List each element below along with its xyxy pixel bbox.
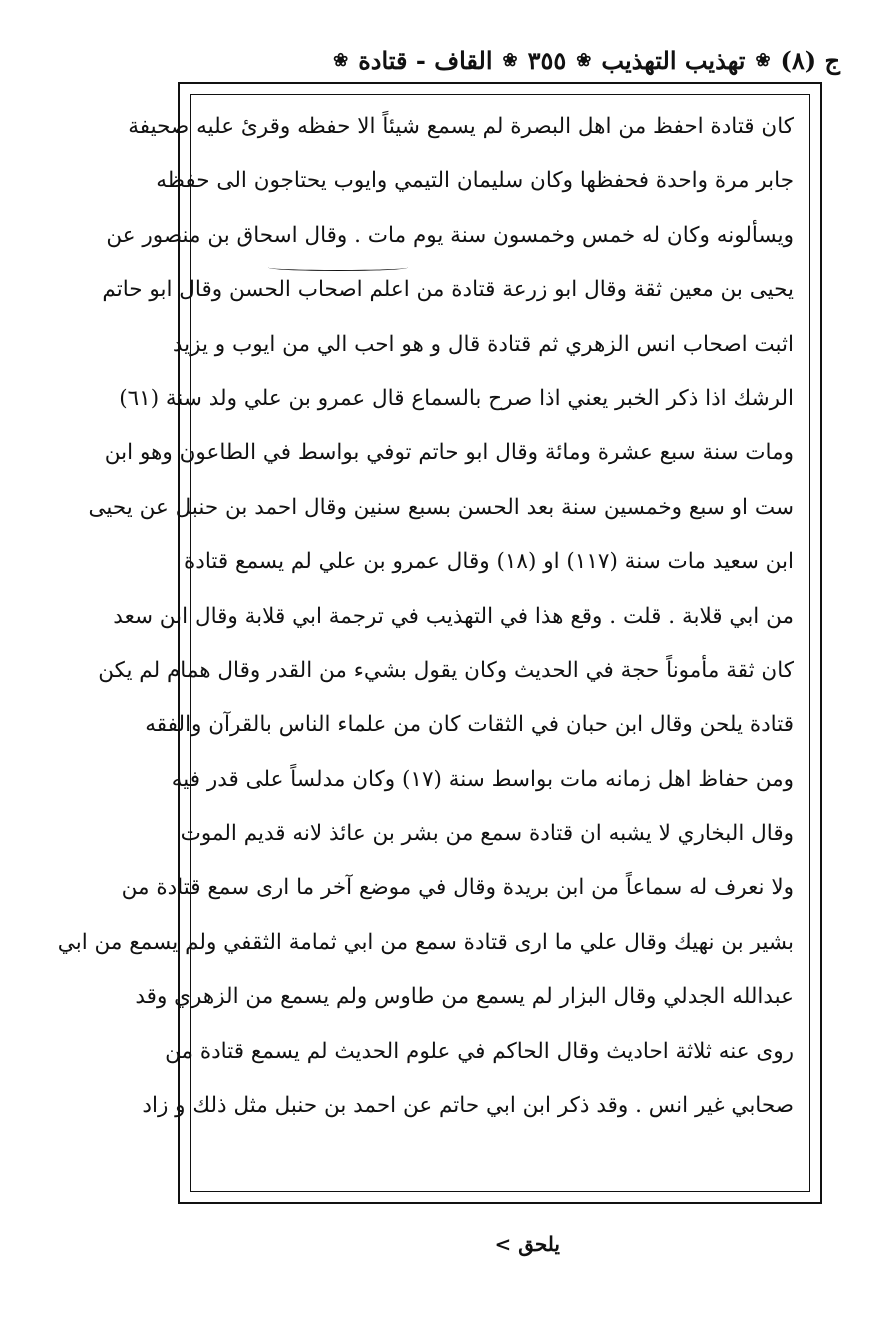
catchword-footer: يلحق >	[494, 1232, 560, 1256]
text-line: يحيى بن معين ثقة وقال ابو زرعة قتادة من اعلم اصحاب الحسن وقال ابو حاتم	[102, 277, 794, 303]
body-text	[57, 100, 794, 1190]
page-number: ٣٥٥	[527, 45, 567, 75]
text-line: اثبت اصحاب انس الزهري ثم قتادة قال و هو احب الي من ايوب و يزيد	[172, 331, 794, 357]
text-line: روى عنه ثلاثة احاديث وقال الحاكم في علوم الحديث لم يسمع قتادة من	[165, 1038, 794, 1064]
ornament-icon: ❀	[502, 49, 518, 71]
text-line: ولا نعرف له سماعاً من ابن بريدة وقال في موضع آخر ما ارى سمع قتادة من	[121, 875, 794, 901]
text-line: الرشك اذا ذكر الخبر يعني اذا صرح بالسماع قال عمرو بن علي ولد سنة (٦١)	[119, 385, 794, 411]
text-line: ويسألونه وكان له خمس وخمسون سنة يوم مات . وقال اسحاق بن منصور عن	[106, 222, 794, 248]
text-line: كان قتادة احفظ من اهل البصرة لم يسمع شيئاً الا حفظه وقرئ عليه صحيفة	[128, 114, 794, 139]
text-line: وقال البخاري لا يشبه ان قتادة سمع من بشر بن عائذ لانه قديم الموت	[180, 821, 794, 847]
text-line: ومن حفاظ اهل زمانه مات بواسط سنة (١٧) وكان مدلساً على قدر فيه	[171, 766, 794, 792]
text-line: قتادة يلحن وقال ابن حبان في الثقات كان من علماء الناس بالقرآن والفقه	[145, 712, 794, 738]
book-title: تهذيب التهذيب	[601, 45, 746, 75]
text-line: صحابي غير انس . وقد ذكر ابن ابي حاتم عن احمد بن حنبل مثل ذلك و زاد	[142, 1093, 794, 1119]
ornament-icon: ❀	[755, 49, 771, 71]
volume-label: ج (٨)	[780, 45, 840, 75]
running-header	[150, 36, 840, 84]
text-line: ست او سبع وخمسين سنة بعد الحسن بسبع سنين وقال احمد بن حنبل عن يحيى	[88, 494, 794, 520]
text-line: من ابي قلابة . قلت . وقع هذا في التهذيب في ترجمة ابي قلابة وقال ابن سعد	[113, 603, 794, 629]
text-line: عبدالله الجدلي وقال البزار لم يسمع من طاوس ولم يسمع من الزهري وقد	[135, 984, 794, 1010]
text-line: كان ثقة مأموناً حجة في الحديث وكان يقول بشيء من القدر وقال همام لم يكن	[98, 657, 794, 683]
ornament-icon: ❀	[576, 49, 592, 71]
text-line: جابر مرة واحدة فحفظها وكان سليمان التيمي وايوب يحتاجون الى حفظه	[156, 168, 794, 194]
text-line: ابن سعيد مات سنة (١١٧) او (١٨) وقال عمرو بن علي لم يسمع قتادة	[184, 549, 794, 575]
section-title: القاف - قتادة	[358, 45, 493, 75]
text-line: ومات سنة سبع عشرة ومائة وقال ابو حاتم توفي بواسط في الطاعون وهو ابن	[104, 440, 794, 466]
text-line: بشير بن نهيك وقال علي ما ارى قتادة سمع من ابي ثمامة الثقفي ولم يسمع من ابي	[57, 929, 794, 955]
ornament-icon: ❀	[333, 49, 349, 71]
